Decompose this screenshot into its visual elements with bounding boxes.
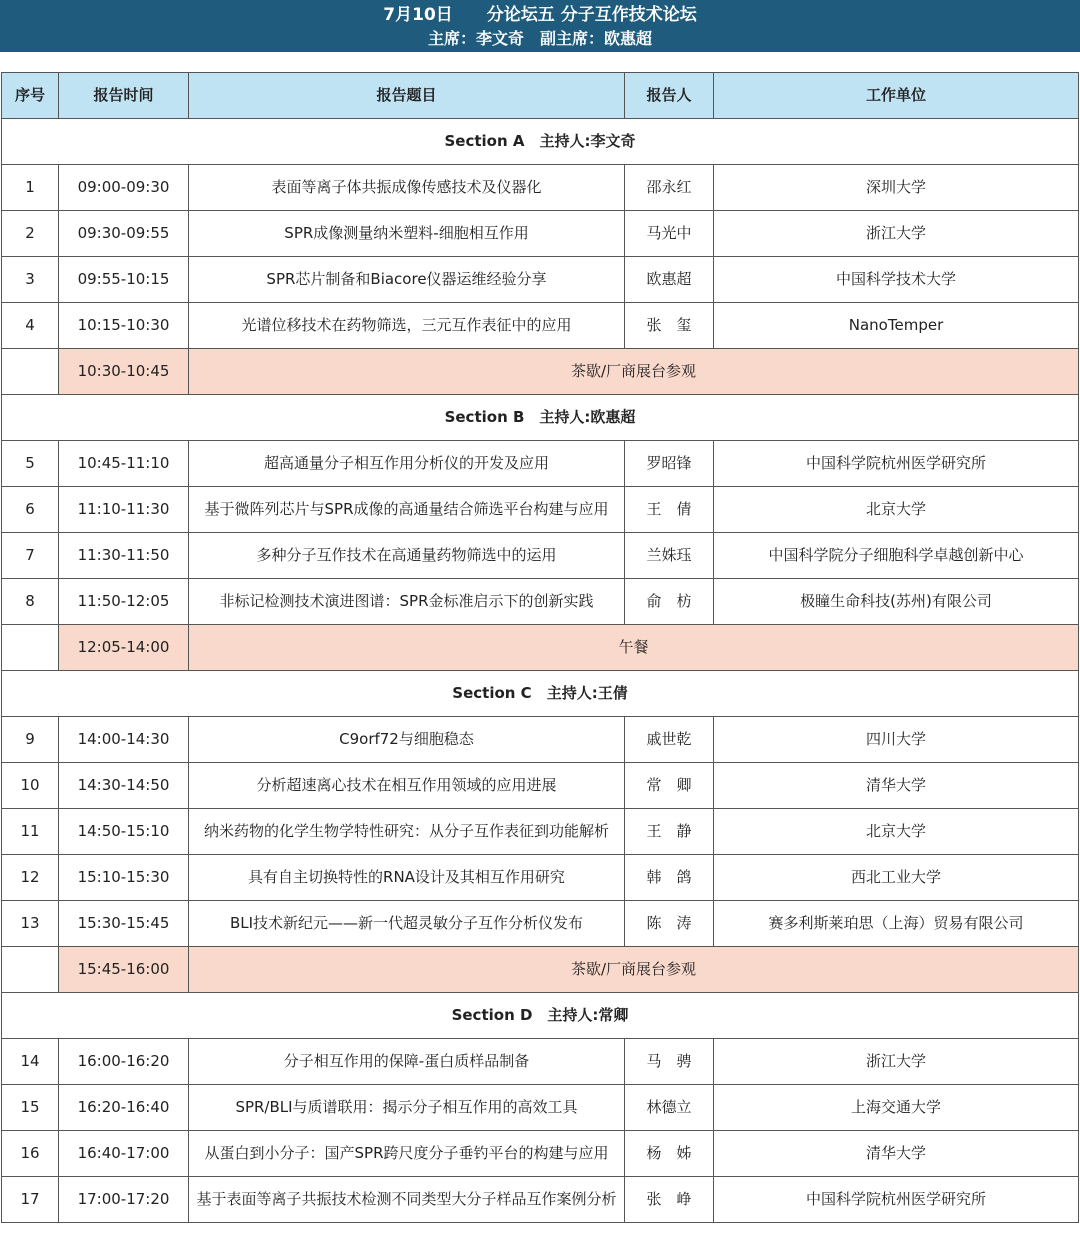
table-row: [2, 211, 1079, 257]
table-row: [2, 763, 1079, 809]
table-row: [2, 579, 1079, 625]
section-heading: Section C 主持人:王倩: [2, 671, 1079, 717]
talk-speaker: 兰姝珏: [625, 533, 714, 579]
talk-org: NanoTemper: [714, 303, 1079, 349]
talk-org: 浙江大学: [714, 211, 1079, 257]
talk-speaker: 欧惠超: [625, 257, 714, 303]
talk-speaker: 罗昭锋: [625, 441, 714, 487]
talk-speaker: 王 倩: [625, 487, 714, 533]
talk-title: 表面等离子体共振成像传感技术及仪器化: [189, 165, 625, 211]
talk-time: 14:50-15:10: [59, 809, 189, 855]
table-row: [2, 1085, 1079, 1131]
break-number-cell: [2, 349, 59, 395]
talk-title: 光谱位移技术在药物筛选，三元互作表征中的应用: [189, 303, 625, 349]
break-row: [2, 625, 1079, 671]
talk-title: 多种分子互作技术在高通量药物筛选中的运用: [189, 533, 625, 579]
table-row: [2, 717, 1079, 763]
talk-title: 分析超速离心技术在相互作用领域的应用进展: [189, 763, 625, 809]
column-header: 报告时间: [59, 73, 189, 119]
talk-speaker: 林德立: [625, 1085, 714, 1131]
talk-org: 北京大学: [714, 809, 1079, 855]
section-row: [2, 671, 1079, 717]
talk-org: 中国科学技术大学: [714, 257, 1079, 303]
break-row: [2, 349, 1079, 395]
section-heading: Section A 主持人:李文奇: [2, 119, 1079, 165]
table-header-row: [2, 73, 1079, 119]
talk-number: 16: [2, 1131, 59, 1177]
talk-number: 1: [2, 165, 59, 211]
section-row: [2, 395, 1079, 441]
break-label: 茶歇/厂商展台参观: [189, 349, 1079, 395]
talk-title: 具有自主切换特性的RNA设计及其相互作用研究: [189, 855, 625, 901]
talk-org: 北京大学: [714, 487, 1079, 533]
schedule-body: [2, 119, 1079, 1223]
talk-org: 深圳大学: [714, 165, 1079, 211]
break-number-cell: [2, 947, 59, 993]
talk-org: 中国科学院杭州医学研究所: [714, 441, 1079, 487]
break-time: 10:30-10:45: [59, 349, 189, 395]
talk-time: 16:00-16:20: [59, 1039, 189, 1085]
talk-number: 12: [2, 855, 59, 901]
talk-org: 西北工业大学: [714, 855, 1079, 901]
section-row: [2, 119, 1079, 165]
talk-time: 10:15-10:30: [59, 303, 189, 349]
talk-speaker: 戚世乾: [625, 717, 714, 763]
break-label: 茶歇/厂商展台参观: [189, 947, 1079, 993]
talk-number: 5: [2, 441, 59, 487]
talk-title: 分子相互作用的保障-蛋白质样品制备: [189, 1039, 625, 1085]
column-header: 序号: [2, 73, 59, 119]
table-row: [2, 441, 1079, 487]
section-heading: Section D 主持人:常卿: [2, 993, 1079, 1039]
talk-org: 清华大学: [714, 1131, 1079, 1177]
talk-number: 8: [2, 579, 59, 625]
talk-number: 11: [2, 809, 59, 855]
table-row: [2, 487, 1079, 533]
talk-title: SPR成像测量纳米塑料-细胞相互作用: [189, 211, 625, 257]
talk-title: 非标记检测技术演进图谱：SPR金标准启示下的创新实践: [189, 579, 625, 625]
break-time: 15:45-16:00: [59, 947, 189, 993]
talk-time: 10:45-11:10: [59, 441, 189, 487]
talk-time: 11:10-11:30: [59, 487, 189, 533]
schedule-table: [1, 72, 1079, 1223]
talk-org: 浙江大学: [714, 1039, 1079, 1085]
table-row: [2, 855, 1079, 901]
talk-org: 四川大学: [714, 717, 1079, 763]
talk-speaker: 俞 枋: [625, 579, 714, 625]
talk-time: 17:00-17:20: [59, 1177, 189, 1223]
section-row: [2, 993, 1079, 1039]
talk-time: 09:55-10:15: [59, 257, 189, 303]
talk-time: 09:00-09:30: [59, 165, 189, 211]
talk-number: 6: [2, 487, 59, 533]
talk-time: 16:20-16:40: [59, 1085, 189, 1131]
talk-title: 超高通量分子相互作用分析仪的开发及应用: [189, 441, 625, 487]
talk-speaker: 王 静: [625, 809, 714, 855]
forum-chairs: 主席：李文奇 副主席：欧惠超: [427, 29, 652, 48]
table-row: [2, 809, 1079, 855]
talk-speaker: 常 卿: [625, 763, 714, 809]
talk-time: 16:40-17:00: [59, 1131, 189, 1177]
talk-number: 15: [2, 1085, 59, 1131]
talk-title: 从蛋白到小分子：国产SPR跨尺度分子垂钓平台的构建与应用: [189, 1131, 625, 1177]
talk-number: 17: [2, 1177, 59, 1223]
break-number-cell: [2, 625, 59, 671]
table-row: [2, 257, 1079, 303]
talk-title: 基于表面等离子共振技术检测不同类型大分子样品互作案例分析: [189, 1177, 625, 1223]
talk-title: 基于微阵列芯片与SPR成像的高通量结合筛选平台构建与应用: [189, 487, 625, 533]
talk-title: 纳米药物的化学生物学特性研究：从分子互作表征到功能解析: [189, 809, 625, 855]
talk-speaker: 张 玺: [625, 303, 714, 349]
forum-title: 7月10日 分论坛五 分子互作技术论坛: [383, 5, 697, 25]
talk-speaker: 邵永红: [625, 165, 714, 211]
talk-speaker: 马光中: [625, 211, 714, 257]
talk-number: 4: [2, 303, 59, 349]
talk-number: 13: [2, 901, 59, 947]
talk-time: 11:50-12:05: [59, 579, 189, 625]
talk-speaker: 杨 姊: [625, 1131, 714, 1177]
talk-title: BLI技术新纪元——新一代超灵敏分子互作分析仪发布: [189, 901, 625, 947]
table-row: [2, 901, 1079, 947]
talk-time: 14:30-14:50: [59, 763, 189, 809]
talk-number: 9: [2, 717, 59, 763]
talk-time: 09:30-09:55: [59, 211, 189, 257]
table-row: [2, 1039, 1079, 1085]
break-row: [2, 947, 1079, 993]
break-time: 12:05-14:00: [59, 625, 189, 671]
talk-title: SPR/BLI与质谱联用：揭示分子相互作用的高效工具: [189, 1085, 625, 1131]
talk-number: 2: [2, 211, 59, 257]
forum-header: [0, 0, 1080, 52]
talk-org: 极瞳生命科技(苏州)有限公司: [714, 579, 1079, 625]
talk-speaker: 马 骋: [625, 1039, 714, 1085]
break-label: 午餐: [189, 625, 1079, 671]
talk-time: 14:00-14:30: [59, 717, 189, 763]
column-header: 报告人: [625, 73, 714, 119]
talk-title: SPR芯片制备和Biacore仪器运维经验分享: [189, 257, 625, 303]
talk-number: 10: [2, 763, 59, 809]
table-row: [2, 1177, 1079, 1223]
table-row: [2, 533, 1079, 579]
talk-title: C9orf72与细胞稳态: [189, 717, 625, 763]
talk-number: 14: [2, 1039, 59, 1085]
talk-org: 中国科学院分子细胞科学卓越创新中心: [714, 533, 1079, 579]
talk-org: 上海交通大学: [714, 1085, 1079, 1131]
talk-speaker: 张 峥: [625, 1177, 714, 1223]
talk-time: 15:30-15:45: [59, 901, 189, 947]
talk-time: 11:30-11:50: [59, 533, 189, 579]
talk-org: 赛多利斯莱珀思（上海）贸易有限公司: [714, 901, 1079, 947]
talk-number: 7: [2, 533, 59, 579]
column-header: 工作单位: [714, 73, 1079, 119]
table-row: [2, 303, 1079, 349]
talk-number: 3: [2, 257, 59, 303]
talk-org: 中国科学院杭州医学研究所: [714, 1177, 1079, 1223]
column-header: 报告题目: [189, 73, 625, 119]
talk-time: 15:10-15:30: [59, 855, 189, 901]
talk-speaker: 陈 涛: [625, 901, 714, 947]
talk-speaker: 韩 鸽: [625, 855, 714, 901]
table-row: [2, 1131, 1079, 1177]
talk-org: 清华大学: [714, 763, 1079, 809]
section-heading: Section B 主持人:欧惠超: [2, 395, 1079, 441]
table-row: [2, 165, 1079, 211]
